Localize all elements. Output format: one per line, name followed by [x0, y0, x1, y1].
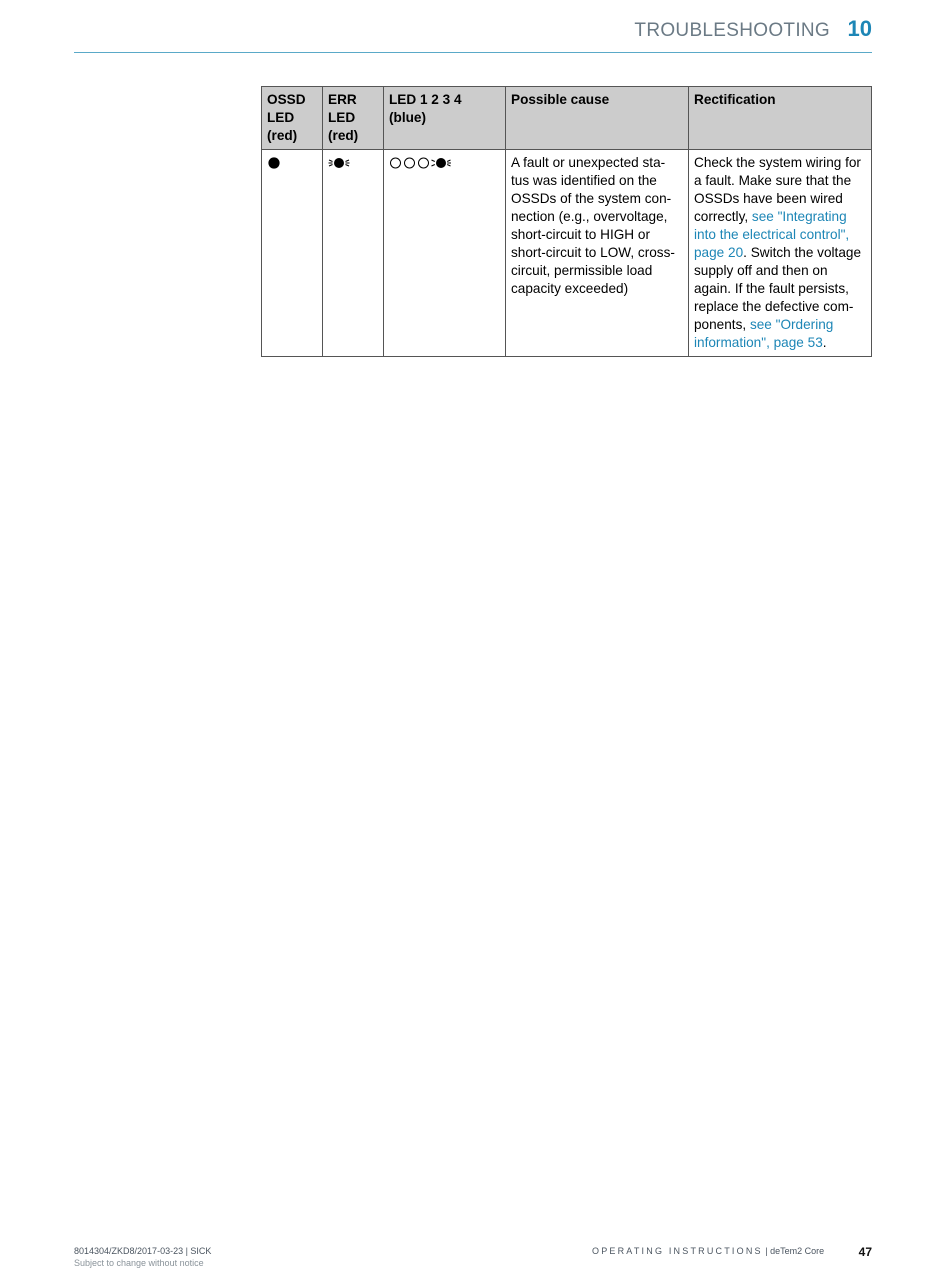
- section-title: TROUBLESHOOTING: [634, 20, 830, 41]
- ossd-led-cell: [262, 150, 323, 357]
- led-off-icon: [403, 156, 416, 170]
- chapter-number: 10: [847, 16, 872, 41]
- table-row: [262, 150, 872, 357]
- possible-cause-cell: A fault or unexpected sta-tus was identified on the OSSDs of the system con-nection (e.g., overvoltage, short-circuit to HIGH or short-circuit to LOW, cross-circuit, permissible load capacity exceeded): [506, 150, 689, 357]
- table-header-row: [262, 87, 872, 150]
- page-header: [74, 14, 872, 53]
- led-1234-cell: [384, 150, 506, 357]
- rectification-text: .: [822, 335, 827, 350]
- document-id: 8014304/ZKD8/2017-03-23 | SICK: [74, 1246, 212, 1256]
- footer-doc-type: [592, 1246, 824, 1256]
- led-flashing-icon: [431, 156, 451, 170]
- led-on-icon: [267, 156, 281, 170]
- rectification-text: Check the system wiring for a fault. Make sure that the OSSDs have been wired correctly,: [694, 155, 861, 224]
- err-led-cell: [323, 150, 384, 357]
- led-flashing-icon: [328, 156, 350, 170]
- led-off-icon: [417, 156, 430, 170]
- product-name: deTem2 Core: [770, 1246, 825, 1256]
- header-rectification: Rectification: [689, 87, 872, 150]
- link-ordering-information[interactable]: see "Ordering information", page 53: [694, 317, 834, 350]
- rectification-cell: [689, 150, 872, 357]
- footer-doc-info: [74, 1245, 211, 1269]
- header-possible-cause: Possible cause: [506, 87, 689, 150]
- doc-type-label: OPERATING INSTRUCTIONS: [592, 1246, 763, 1256]
- change-notice: Subject to change without notice: [74, 1258, 204, 1268]
- rectification-text: . Switch the voltage supply off and then on again. If the fault persists, replace the defective com-ponents,: [694, 245, 862, 332]
- troubleshooting-table: [261, 86, 872, 357]
- page-number: 47: [858, 1245, 872, 1259]
- led-off-icon: [389, 156, 402, 170]
- header-err-led: ERR LED (red): [323, 87, 384, 150]
- separator: |: [762, 1246, 771, 1256]
- header-led-1234: LED 1 2 3 4 (blue): [384, 87, 506, 150]
- header-ossd-led: OSSD LED (red): [262, 87, 323, 150]
- link-integrating-electrical-control[interactable]: see "Integrating into the electrical control", page 20: [694, 209, 850, 260]
